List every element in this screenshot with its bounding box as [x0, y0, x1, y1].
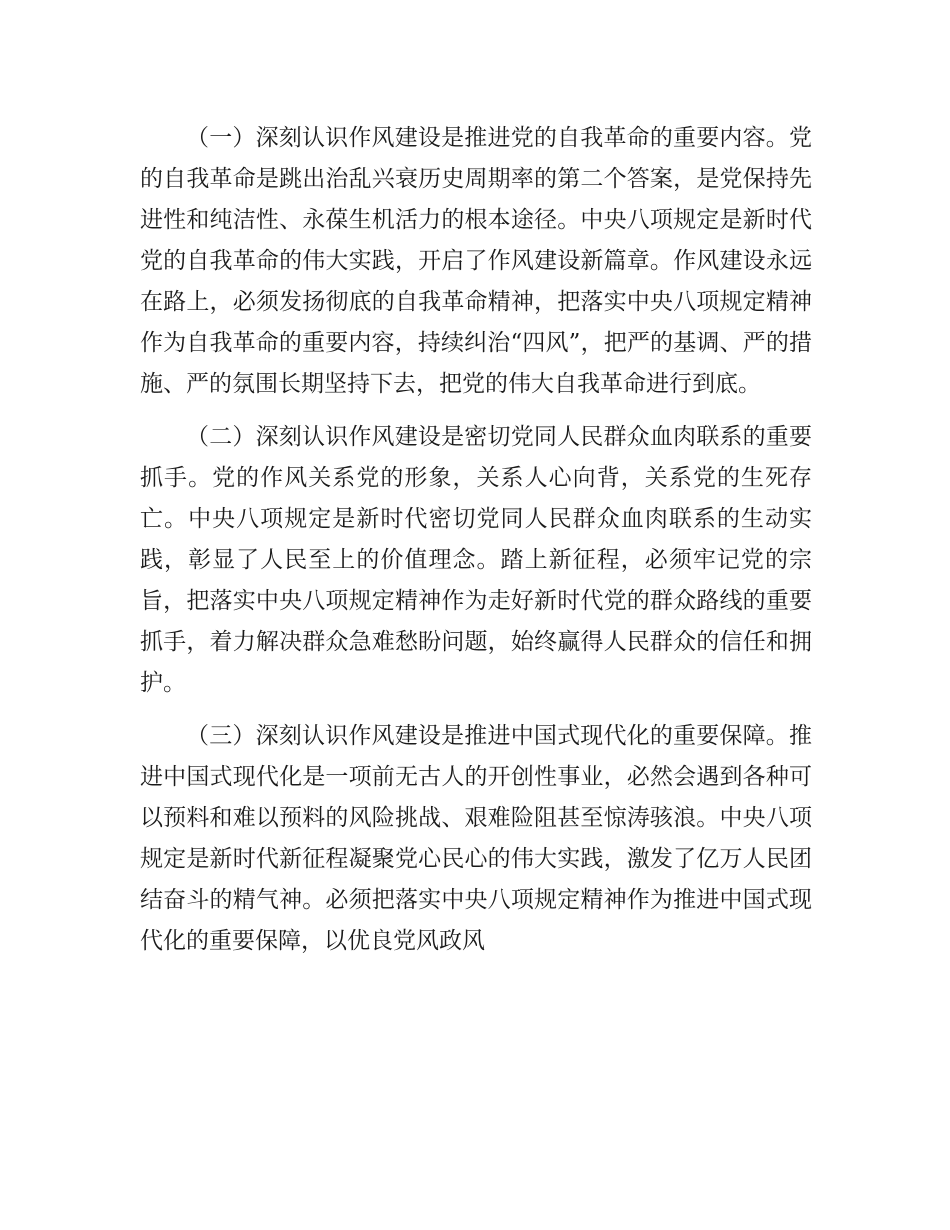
document-body	[140, 118, 812, 974]
paragraph-1: （一）深刻认识作风建设是推进党的自我革命的重要内容。党的自我革命是跳出治乱兴衰历史周期率的第二个答案，是党保持先进性和纯洁性、永葆生机活力的根本途径。中央八项规定是新时代党的自我革命的伟大实践，开启了作风建设新篇章。作风建设永远在路上，必须发扬彻底的自我革命精神，把落实中央八项规定精神作为自我革命的重要内容，持续纠治“四风”，把严的基调、严的措施、严的氛围长期坚持下去，把党的伟大自我革命进行到底。	[140, 125, 812, 397]
paragraph-2: （二）深刻认识作风建设是密切党同人民群众血肉联系的重要抓手。党的作风关系党的形象，关系人心向背，关系党的生死存亡。中央八项规定是新时代密切党同人民群众血肉联系的生动实践，彰显了人民至上的价值理念。踏上新征程，必须牢记党的宗旨，把落实中央八项规定精神作为走好新时代党的群众路线的重要抓手，着力解决群众急难愁盼问题，始终赢得人民群众的信任和拥护。	[140, 424, 812, 696]
paragraph-3: （三）深刻认识作风建设是推进中国式现代化的重要保障。推进中国式现代化是一项前无古人的开创性事业，必然会遇到各种可以预料和难以预料的风险挑战、艰难险阻甚至惊涛骇浪。中央八项规定是新时代新征程凝聚党心民心的伟大实践，激发了亿万人民团结奋斗的精气神。必须把落实中央八项规定精神作为推进中国式现代化的重要保障，以优良党风政风	[140, 723, 812, 954]
